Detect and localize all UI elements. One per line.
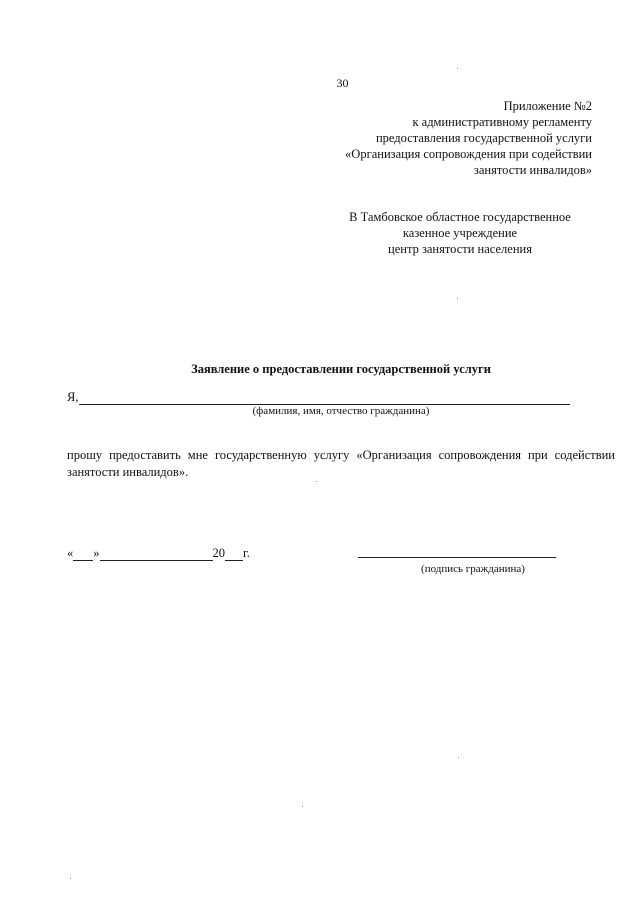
- scan-speck: [457, 68, 458, 69]
- date-year-blank[interactable]: [225, 548, 243, 561]
- date-day-blank[interactable]: [73, 548, 93, 561]
- applicant-prefix: Я,: [67, 390, 79, 404]
- request-paragraph: прошу предоставить мне государственную услугу «Организация сопровождения при содействии занятости инвалидов».: [67, 448, 615, 479]
- document-title: Заявление о предоставлении государственной услуги: [191, 362, 491, 376]
- appendix-line: предоставления государственной услуги: [375, 131, 592, 145]
- date-row: [67, 546, 250, 561]
- date-year-prefix: 20: [212, 546, 225, 560]
- recipient-block: [330, 209, 590, 257]
- appendix-line: к административному регламенту: [412, 115, 592, 129]
- date-close-quote: »: [93, 546, 100, 560]
- scan-speck: [458, 757, 459, 758]
- appendix-line: «Организация сопровождения при содействии: [345, 147, 592, 161]
- appendix-header: [345, 98, 592, 178]
- scan-speck: [316, 481, 317, 482]
- signature-hint: (подпись гражданина): [421, 563, 525, 575]
- appendix-line: занятости инвалидов»: [473, 163, 592, 177]
- date-open-quote: «: [67, 546, 74, 560]
- scan-speck: [302, 806, 303, 807]
- applicant-name-hint: (фамилия, имя, отчество гражданина): [252, 405, 430, 417]
- page-number: 30: [336, 76, 349, 90]
- date-year-suffix: г.: [243, 546, 250, 560]
- recipient-line: В Тамбовское областное государственное: [349, 210, 571, 224]
- scan-speck: [457, 298, 458, 299]
- date-month-blank[interactable]: [100, 548, 213, 561]
- recipient-line: центр занятости населения: [388, 242, 532, 256]
- scan-speck: [70, 878, 71, 879]
- signature-line[interactable]: [358, 557, 556, 558]
- applicant-name-row: [67, 390, 570, 405]
- applicant-name-blank[interactable]: [79, 392, 570, 405]
- recipient-line: казенное учреждение: [402, 226, 518, 240]
- appendix-line: Приложение №2: [503, 99, 592, 113]
